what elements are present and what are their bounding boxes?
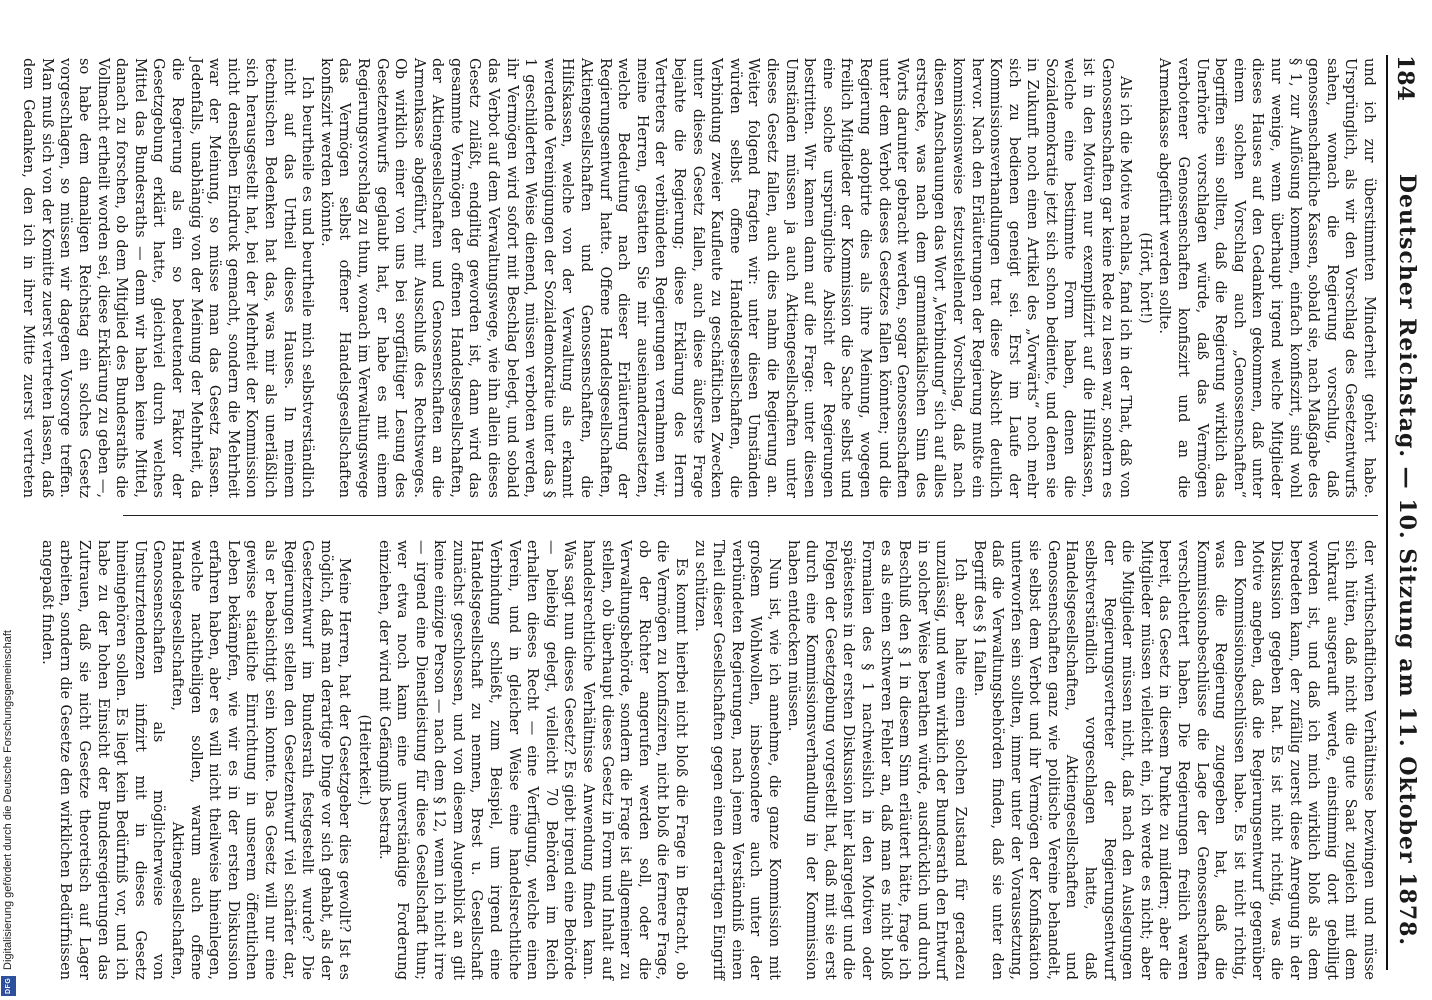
paragraph: der wirthschaftlichen Verhältnisse bezwingen und müsse sich hüten, daß nicht die gute Saat zugleich mit dem Unkraut ausgerauft werde, einstimmig dort gebilligt worden ist, und daß ich mich wirklich bloß als dem beredeten kann, der zufällig zuerst diese Anregung in der Diskussion gegeben hat. Es ist nicht richtig, was die Motive angeben, daß die Regierungsentwurf gegenüber den Kommissionsbeschlüssen habe. Es ist nicht richtig, was die Regierung zugegeben hat, daß die Kommissionsbeschlüsse die Lage der Genossenschaften verschlechtert haben. Die Regierungen freilich waren bereit, das Gesetz in diesem Punkte zu mildern; aber die Mitglieder müssen vielleicht ein, ich werde es nicht; aber die Mitglieder müssen nicht, daß nach den Auslegungen der Regierungsvertreter der Regierungsentwurf selbstverständlich vorgeschlagen hatte, daß Handelsgesellschaften, Aktiengesellschaften und Genossenschaften ganz wie politische Vereine behandelt, sie selbst dem Verbot und ihr Vermögen der Konfiskation unterworfen sein sollten, immer unter der Voraussetzung, daß die Verwaltungsbehörden finden, daß sie unter den Begriff des § 1 fallen.	[970, 540, 1377, 980]
paragraph: Es kommt hierbei nicht bloß die Frage in Betracht, ob die Vermögen zu konfisziren, nicht bloß die fernere Frage, ob der Richter angerufen werden soll, oder die Verwaltungsbehörde, sondern die Frage ist allgemeiner zu stellen, ob überhaupt dieses Gesetz in Form und Inhalt auf handelsrechtliche Verhältnisse Anwendung finden kann. Was sagt nun dieses Gesetz? Es giebt irgend eine Behörde — beliebig gelegt, vielleicht 70 Behörden im Reich erhalten dieses Recht — eine Verfügung, welche einen Verein, und in gleicher Weise eine handelsrechtliche Verbindung schließt, zum Beispiel, um irgend eine Handelsgesellschaft zu nennen, Brest u. Gesellschaft zunächst geschlossen, und von diesem Augenblick an gilt keine einzige Person — nach dem § 12, wenn ich nicht irre — irgend eine Dienstleistung für diese Gesellschaft thun; wer etwa noch kann eine unverständige Forderung einziehen, der wird mit Gefängniß bestraft.	[375, 540, 690, 980]
column-divider	[123, 515, 1378, 516]
dfg-logo: DFG	[1, 976, 16, 996]
interjection: (Heiterkeit.)	[355, 714, 372, 806]
side-strip	[0, 0, 18, 1000]
page-number: 184	[1392, 55, 1418, 101]
paragraph: und ich zur überstimmten Minderheit gehört habe. Ursprünglich, als wir den Vorschlag des Gesetzentwurfs sahen, wonach die Regierung vorschlug, daß genossenschaftliche Kassen, sobald sie, nach Maßgabe des § 1, zur Auflösung kommen, einfach konfiszirt, sind wohl nur wenige, wenn überhaupt irgend welche Mitglieder dieses Hauses auf den Gedanken gekommen, daß unter einem solchen Vorschlag auch „Genossenschaften“ begriffen sein sollten, daß die Regierung wirklich das Unerhörte vorschlagen würde, daß das Vermögen verbotener Genossenschaften konfiszirt und an die Armenkasse abgeführt werden sollte.	[1156, 58, 1377, 498]
right-column	[38, 540, 1378, 980]
paragraph: Nun ist, wie ich annehme, die ganze Kommission mit großem Wohlwollen, insbesondere auch unter der verbündeten Regierungen, nach jenem Verständniß einen Theil dieser Gesellschaften gegen einen derartigen Eingriff zu schützen.	[691, 540, 782, 980]
left-column	[20, 58, 1378, 498]
paragraph: Als ich die Motive nachlas, fand ich in der That, daß von Genossenschaften gar keine Rede zu lesen war, sondern es ist in den Motiven nur exemplifizirt auf die Hilfskassen, welche eine bestimmte Form haben, denen die Sozialdemokratie jetzt sich schon bediente, und denen sie in Zukunft noch einen Artikel des „Vorwärts“ noch mehr sich zu bedienen geneigt sei. Erst im Laufe der Kommissionsverhandlungen trat diese Absicht deutlich hervor. Nach den Erläuterungen der Regierung mußte ein kommissionsweise festzustellender Vorschlag, daß nach diesen Anschauungen das Wort „Verbindung“ sich auf alles erstrecke, was nach dem grammatikalischen Sinn des Worts darunter gebracht werden, sogar Genossenschaften unter dem Verbot dieses Gesetzes fallen könnten; und die Regierung adoptirte dies als ihre Meinung, wogegen freilich Mitglieder der Kommission die Sache selbst und eine solche ursprüngliche Absicht der Regierungen bestritten. Wir kamen dann auf die Frage: unter diesen Umständen müssen ja auch Aktiengesellschaften unter dieses Gesetz fallen, auch dies nahm die Regierung an. Weiter folgend fragten wir: unter diesen Umständen würden selbst offene Handelsgesellschaften, die Verbindung zweier Kaufleute zu geschäftlichen Zwecken unter dieses Gesetz fallen, auch diese äußerste Frage bejahte die Regierung; diese Erklärung des Herrn Vertreters der verbündeten Regierungen vernahmen wir, meine Herren, gestatten Sie mir auseinanderzusetzen, welche Bedeutung nach dieser Erläuterung der Regierungsentwurf hatte. Offene Handelsgesellschaften, Aktiengesellschaften und Genossenschaften, die Hilfskassen, welche von der Verwaltung als erkannt werdende Vereinigungen der Sozialdemokratie unter das § 1 geschilderten Weise dienend, müssen verboten werden, ihr Vermögen wird sofort mit Beschlag belegt, und sobald das Verbot auf dem Verwaltungswege, wie ihn allein dieses Gesetz zuläßt, endgiltig geworden ist, dann wird das gesammte Vermögen der offenen Handelsgesellschaften, der Aktiengesellschaften und Genossenschaften an die Armenkasse abgeführt, mit Ausschluß des Rechtsweges. Ob wirklich einer von uns bei sorgfältiger Lesung des Gesetzentwurfs geglaubt hat, er habe es mit einem Regierungsvorschlag zu thun, wonach im Verwaltungswege das Vermögen selbst offener Handelsgesellschaften konfiszirt werden könnte.	[317, 58, 1134, 498]
header-rule	[1386, 55, 1388, 970]
interjection: (Hört, hört!)	[1136, 232, 1153, 324]
paragraph: Meine Herren, hat der Gesetzgeber dies gewollt? Ist es möglich, daß man derartige Dinge vor sich gehabt, als der Gesetzentwurf im Bundesrath festgestellt wurde? Die Regierungen stellen den Gesetzentwurf viel schärfer dar, als er beabsichtigt sein konnte. Das Gesetz will nur eine gewisse staatliche Einrichtung in unserem öffentlichen Leben bekämpfen, wie wir es in der ersten Diskussion erfahren haben, aber es will nicht theilweise hineinlegen, welche nachtheiligen sollen, warum auch offene Handelsgesellschaften, Aktiengesellschaften, Genossenschaften als möglicherweise von Umsturztendenzen infizirt mit in dieses Gesetz hineingehören sollen. Es liegt kein Bedürfniß vor, und ich habe zu der hohen Einsicht der Bundesregierungen das Zutrauen, daß sie nicht Gesetze theoretisch auf Lager arbeiten, sondern die Gesetze den wirklichen Bedürfnissen angepaßt finden.	[38, 540, 353, 980]
digitization-note: Digitalisierung gefördert durch die Deutsche Forschungsgemeinschaft	[2, 630, 14, 970]
paragraph: Ich beurtheile es und beurtheile mich selbstverständlich nicht auf das Urtheil dieses Hauses. In meinem technischen Bedenken hat das, was mir als unerläßlich sich herausgestellt hat, bei der Mehrheit der Kommission nicht denselben Eindruck gemacht, sondern die Mehrheit war der Meinung, so müsse man das Gesetz fassen. Jedenfalls, unabhängig von der Meinung der Mehrheit, da die Regierung als ein so bedeutender Faktor der Gesetzgebung erklärt hatte, gleichviel durch welches Mittel das Bundesraths — denn wir haben keine Mittel, danach zu forschen, ob dem Mitglied des Bundesraths die Vollmacht ertheilt worden sei, diese Erklärung zu geben —, so habe dem damaligen Reichstag ein solches Gesetz vorgeschlagen, so müssen wir dagegen Vorsorge treffen. Man muß sich von der Komitte zuerst vertreten lassen, daß dem Gedanken, den ich in ihrer Mitte zuerst vertreten	[20, 58, 316, 498]
paragraph: Ich aber halte einen solchen Zustand für geradezu unzulässig, und wenn wirklich der Bundesrath den Entwurf in solcher Weise berathen würde, ausdrücklich und durch Beschluß den § 1 in diesem Sinn erläutert hätte, frage ich es als einen schweren Fehler an, daß man es nicht bloß Formalien des § 1 nachweislich in den Motiven oder spätestens in der ersten Diskussion hier klargelegt und die Folgen der Gesetzgebung vorgestellt hat, daß mit sie erst durch eine Kommissionsverhandlung in der Kommission haben entdecken müssen.	[784, 540, 968, 980]
running-head: Deutscher Reichstag. — 10. Sitzung am 11. Oktober 1878.	[1394, 173, 1420, 947]
